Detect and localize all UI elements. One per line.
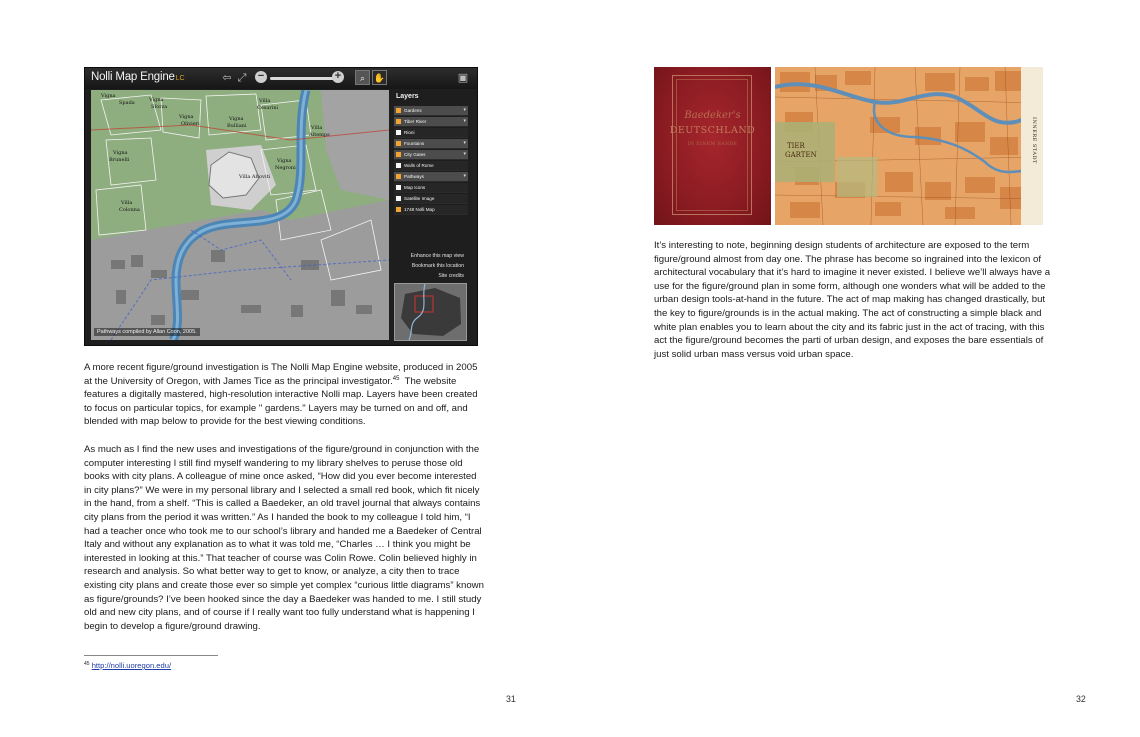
baedeker-city-map-image — [775, 67, 1043, 225]
paragraph-nolli-intro — [84, 361, 478, 429]
city-map-drawing — [775, 67, 1043, 225]
bookmark-location-link[interactable]: Bookmark this location — [411, 263, 464, 269]
footnote-ref[interactable]: 45 — [392, 375, 400, 382]
zoom-out-icon[interactable]: − — [255, 71, 267, 83]
map-label: Olivieri — [181, 121, 200, 127]
layer-label: Map Icons — [404, 185, 426, 190]
footnote-link[interactable]: http://nolli.uoregon.edu/ — [91, 661, 172, 670]
text-line: research and analysis. So what better way to get to know, or analyze, a city then to trace — [84, 566, 460, 578]
map-label: Negroni — [275, 165, 296, 171]
text-line: computer interesting I still find myself wandering to my library shelves to peruse those old — [84, 457, 463, 469]
map-label: Villa Altoviti — [239, 174, 271, 180]
map-label-tier: TIER — [787, 142, 805, 150]
layer-checkbox[interactable] — [396, 141, 401, 146]
text-line: It’s interesting to note, beginning design students of architecture are exposed to the term — [654, 240, 1030, 251]
text-line — [84, 375, 478, 389]
map-label: Colonna — [119, 207, 140, 213]
map-label: Villa — [121, 200, 133, 206]
layer-options-icon[interactable]: ▾ — [463, 140, 466, 146]
text-line: use for the figure/ground plan in some form, although one wonders what will be added to the — [654, 280, 1046, 292]
paragraph-figure-ground — [654, 239, 1050, 361]
text-line: act the figure/ground becomes the parti of urban design, and exposes the bare essentials of — [654, 335, 1044, 347]
map-credit: Pathways compiled by Allan Coon, 2005. — [94, 328, 200, 336]
layer-label: Tiber River — [404, 119, 427, 124]
text-line: white plan enables you to learn about the city and its fabric just in the act of tracing, with this — [654, 321, 1045, 333]
layer-label: Gardens — [404, 108, 422, 113]
map-label: Altemps — [309, 132, 330, 138]
cover-subtitle: IN EINEM BANDE — [687, 142, 738, 147]
layer-checkbox[interactable] — [396, 174, 401, 179]
layer-row[interactable] — [394, 205, 468, 215]
site-credits-link[interactable]: Site credits — [438, 273, 464, 279]
layer-options-icon[interactable]: ▾ — [463, 173, 466, 179]
text-line: architectural vocabulary that it’s hard to imagine it never existed. I believe we’ll always have a — [654, 267, 1051, 279]
layer-checkbox[interactable] — [396, 163, 401, 168]
text-line: had a teacher once who took me to our school’s library and handed me a Baedeker of Central — [84, 525, 482, 537]
layer-label: City Gates — [404, 152, 426, 157]
mini-map-drawing — [395, 284, 466, 340]
baedeker-book-cover-image — [654, 67, 771, 225]
text-line: features a digitally mastered, high-resolution interactive Nolli map. Layers have been created — [84, 389, 478, 401]
text-line: to focus on particular topics, for example " gardens." Layers may be turned on and off, and — [84, 402, 468, 414]
text-line: Italy and without any explanation as to what it was told me, “Charles … I think you might be — [84, 539, 471, 551]
map-label: Cesarini — [257, 105, 279, 111]
map-label: Vigna — [179, 114, 194, 120]
hand-pan-tool-icon[interactable]: ✋ — [372, 70, 387, 85]
layer-checkbox[interactable] — [396, 119, 401, 124]
text-line: the key to figure/grounds is in the actual making. The act of constructing a simple black and — [654, 307, 1042, 319]
text-line: in the hand, from a shelf. “This is called a Baedeker, an old travel journal that always contains — [84, 498, 481, 510]
cover-title: DEUTSCHLAND — [669, 125, 756, 136]
fullscreen-icon[interactable]: ⤢ — [237, 72, 247, 84]
map-label: Vigna — [277, 158, 292, 164]
text-line: interested in looking at this.” That teacher of course was Colin Rowe. Colin believed highly in — [84, 552, 477, 564]
text-line: begin to develop a figure/ground drawing. — [84, 620, 261, 632]
enhance-map-view-link[interactable]: Enhance this map view — [410, 253, 464, 259]
nolli-header — [85, 68, 477, 89]
layer-checkbox[interactable] — [396, 130, 401, 135]
nolli-map-engine-screenshot — [84, 67, 478, 346]
map-label: Vigna — [113, 150, 128, 156]
text-line: figure/ground almost from day one. The phrase has become so ingrained into the lexicon of — [654, 253, 1042, 265]
layer-row[interactable] — [394, 106, 468, 116]
nolli-title-suffix: LC — [175, 75, 185, 82]
nolli-map-viewport[interactable] — [91, 90, 389, 340]
paragraph-baedeker-story — [84, 443, 484, 633]
footnote-divider — [84, 655, 218, 656]
text-line: city plans from the period it was written.” As I handed the book to my colleague I told him, “I — [84, 511, 471, 523]
text-line: existing city plans and create those ever so simple yet complex “curious little diagrams” known — [84, 579, 484, 591]
layer-checkbox[interactable] — [396, 108, 401, 113]
magnifier-tool-icon[interactable]: ⌕ — [355, 70, 370, 85]
layers-panel — [392, 90, 472, 342]
layer-label: Pathways — [404, 174, 424, 179]
layer-checkbox[interactable] — [396, 152, 401, 157]
layer-label: 1748 Nolli Map — [404, 207, 435, 212]
layer-row[interactable] — [394, 194, 468, 204]
text-line: just solid urban mass versus void urban space. — [654, 348, 854, 360]
map-label: Brunelli — [109, 157, 130, 163]
layer-row[interactable] — [394, 128, 468, 138]
footnote-number: 45 — [84, 661, 90, 667]
text-line-content: at the University of Oregon, with James Tice as the principal investigator. — [84, 375, 393, 387]
map-edge-label: INNERE STADT — [1031, 117, 1037, 164]
map-label: Villa — [311, 125, 323, 131]
layer-options-icon[interactable]: ▾ — [463, 118, 466, 124]
text-line: as figure/grounds? I’ve been hooked since the day a Baedeker was handed to me. I still study — [84, 593, 482, 605]
zoom-slider[interactable] — [270, 77, 338, 80]
back-arrow-icon[interactable]: ⇦ — [222, 72, 232, 84]
layer-label: Walls of Rome — [404, 163, 434, 168]
layer-options-icon[interactable]: ▾ — [463, 107, 466, 113]
nolli-app-title: Nolli Map EngineLC — [91, 71, 185, 83]
text-line: A more recent figure/ground investigation is The Nolli Map Engine website, produced in 2005 — [84, 362, 478, 373]
layer-options-icon[interactable]: ▾ — [463, 151, 466, 157]
page-number-right: 32 — [1076, 694, 1086, 704]
text-line: As much as I find the new uses and investigations of the figure/ground in conjunction with the — [84, 444, 480, 455]
map-label: Spada — [119, 100, 135, 106]
map-label: Vigna — [229, 116, 244, 122]
text-line-tail: The website — [399, 375, 457, 387]
text-line: books with city plans. A colleague of mine once asked, “How did you ever become interested — [84, 471, 477, 483]
text-line: urban design tools-at-hand in the future. The act of map making has changed drastically, but — [654, 294, 1046, 306]
text-line: blended with map below to provide for the best viewing conditions. — [84, 416, 366, 428]
layer-row[interactable] — [394, 183, 468, 193]
layer-row[interactable] — [394, 117, 468, 127]
layer-row[interactable] — [394, 172, 468, 182]
layer-label: Fountains — [404, 141, 425, 146]
footnote — [84, 659, 171, 671]
layer-checkbox[interactable] — [396, 185, 401, 190]
layer-row[interactable] — [394, 150, 468, 160]
map-label: Vigna — [149, 97, 164, 103]
layers-heading: Layers — [396, 93, 419, 100]
lock-icon[interactable]: ▣ — [457, 72, 469, 84]
layer-checkbox[interactable] — [396, 196, 401, 201]
text-line: old and new city plans, and of course if I really want too fully understand what is happening I — [84, 607, 475, 619]
map-label-garten: GARTEN — [785, 151, 817, 159]
layer-label: Rioni — [404, 130, 415, 135]
cover-publisher: Baedeker's — [684, 110, 741, 121]
map-label: Vigna — [101, 93, 116, 99]
map-label: Villa — [259, 98, 271, 104]
layer-row[interactable] — [394, 161, 468, 171]
layer-checkbox[interactable] — [396, 207, 401, 212]
overview-mini-map[interactable] — [394, 283, 467, 341]
text-line: in city plans?” We were in my personal library and I selected a small red book, which fit nicely — [84, 484, 480, 496]
map-label: Bulliani — [227, 123, 247, 129]
zoom-in-icon[interactable]: + — [332, 71, 344, 83]
map-label: Sforza — [151, 104, 168, 110]
layer-label: Satellite Image — [404, 196, 435, 201]
page-number-left: 31 — [506, 694, 516, 704]
layer-row[interactable] — [394, 139, 468, 149]
